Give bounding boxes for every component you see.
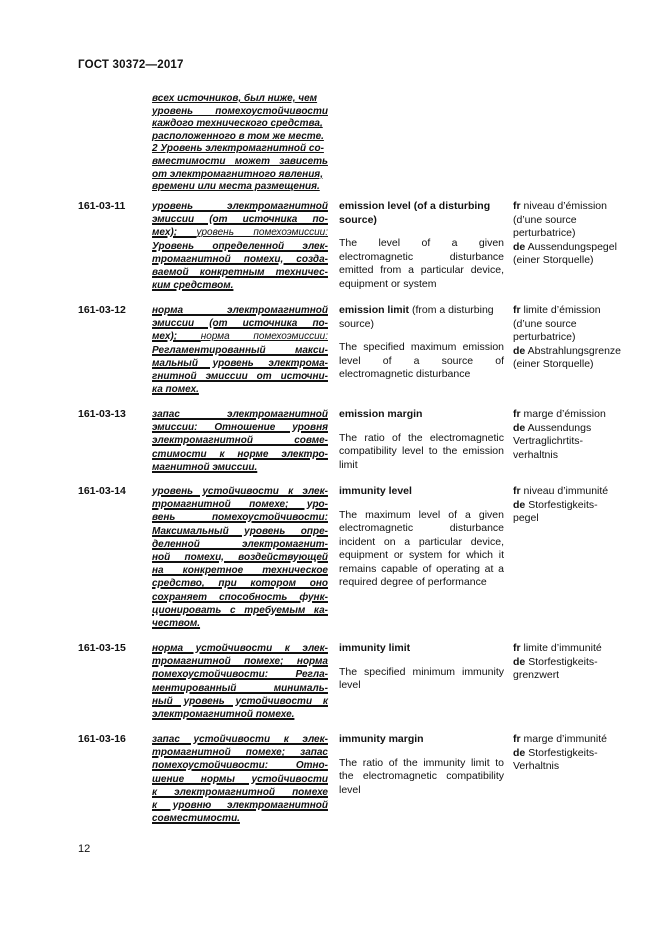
ru-line: [152, 421, 328, 434]
ru-line-text: тромагнитной помехе; запас: [152, 747, 328, 759]
ru-line-text: вень помехоустойчивости:: [152, 512, 328, 524]
language-code-de: de: [513, 655, 526, 668]
note-line: всех источников, был ниже, чем: [152, 93, 318, 104]
ru-line: [152, 370, 328, 383]
english-term-line: [339, 304, 504, 331]
english-term: emission margin: [339, 408, 423, 420]
ru-line-text: к электромагнитной помехе: [152, 786, 328, 798]
language-code-fr: fr: [513, 200, 521, 212]
ru-line: [152, 655, 328, 668]
french-term: niveau d’émission (d’une source perturbatrice): [513, 200, 607, 239]
ru-line: [152, 668, 328, 681]
ru-line-text: норма устойчивости к элек-: [152, 643, 328, 654]
ru-line: [152, 253, 328, 266]
preceding-note: [152, 93, 328, 194]
ru-line: [152, 746, 328, 759]
english-definition: The specified minimum immunity level: [339, 665, 504, 691]
note-line: каждого технического средства,: [152, 118, 323, 130]
ru-line-text: стимости к норме электро-: [152, 448, 328, 460]
english-definition: The specified maximum emission level of a source of electromagnetic disturbance: [339, 341, 504, 380]
ru-line: [152, 317, 328, 330]
language-code-de: de: [513, 746, 526, 759]
french-equivalent: [513, 642, 623, 656]
english-term-line: [339, 642, 504, 656]
english-term-qualifier: (from a disturbing source): [339, 304, 494, 330]
ru-line: [152, 538, 328, 551]
german-equivalent: [513, 656, 623, 683]
french-german-equivalents: [513, 485, 623, 526]
english-term-definition: [339, 642, 504, 693]
ru-line: [152, 434, 328, 447]
note-line: расположенного в том же месте.: [152, 130, 324, 142]
french-term: niveau d’immunité: [523, 485, 609, 497]
ru-line-text: деленной электромагнит-: [152, 538, 328, 550]
ru-line-text: шение нормы устойчивости: [152, 773, 328, 785]
ru-line-text: на конкретное техническое: [152, 565, 328, 577]
term-number: 161-03-14: [78, 485, 126, 497]
english-definition: The ratio of the electromagnetic compatibility level to the emission limit: [339, 431, 504, 471]
ru-line: [152, 733, 328, 746]
french-equivalent: [513, 304, 623, 345]
french-term: limite d’immunité: [523, 642, 602, 654]
russian-term-definition: [152, 733, 328, 825]
ru-line: [152, 330, 328, 343]
french-german-equivalents: [513, 304, 623, 372]
ru-line: [152, 498, 328, 511]
language-code-fr: fr: [513, 304, 521, 316]
english-term-definition: [339, 200, 504, 291]
english-term-definition: [339, 408, 504, 472]
english-definition: The level of a given electromagnetic disturbance emitted from a particular device, equipment or system: [339, 237, 504, 290]
ru-line-text: эмиссии: Отношение уровня: [152, 422, 328, 434]
french-german-equivalents: [513, 408, 623, 462]
ru-line-text: тромагнитной помехи, созда-: [152, 253, 328, 265]
ru-line: [152, 642, 328, 655]
ru-line: [152, 383, 328, 396]
russian-term-definition: [152, 408, 328, 474]
page-header: ГОСТ 30372—2017: [78, 59, 184, 71]
ru-line-text: ваемой конкретным техничес-: [152, 267, 328, 279]
french-term: limite d’émission (d’une source perturbatrice): [513, 304, 601, 343]
english-term-line: [339, 485, 504, 499]
french-equivalent: [513, 733, 623, 747]
german-equivalent: [513, 422, 623, 463]
term-number: 161-03-12: [78, 304, 126, 316]
language-code-fr: fr: [513, 733, 521, 745]
ru-line: [152, 344, 328, 357]
note-line: от электромагнитного явления,: [152, 168, 323, 180]
english-term-line: [339, 408, 504, 422]
french-german-equivalents: [513, 200, 623, 268]
ru-line-text: эмиссии (от источника по-: [152, 318, 328, 330]
ru-line: [152, 279, 328, 292]
french-term: marge d’émission: [523, 408, 606, 420]
russian-term-definition: [152, 485, 328, 630]
ru-line-text: запас электромагнитной: [152, 409, 328, 420]
ru-line: [152, 708, 328, 721]
german-term: Abstrahlungsgrenze (einer Storquelle): [513, 344, 622, 370]
language-code-de: de: [513, 240, 526, 253]
ru-line: [152, 604, 328, 617]
ru-line: [152, 485, 328, 498]
language-code-fr: fr: [513, 642, 521, 654]
ru-line-text: гнитной эмиссии от источни-: [152, 371, 328, 383]
german-term: Aussendungspegel (einer Storquelle): [513, 240, 617, 266]
ru-line: [152, 213, 328, 226]
english-definition: The ratio of the immunity limit to the electromagnetic compatibility level: [339, 756, 504, 796]
language-code-de: de: [513, 421, 526, 434]
ru-line: [152, 266, 328, 279]
ru-line-text: ким средством.: [152, 280, 234, 292]
german-term: Aussendungs Vertraglichrtits-verhaltnis: [513, 421, 592, 461]
term-number: 161-03-13: [78, 408, 126, 420]
note-line: уровень помехоустойчивости: [152, 105, 328, 117]
ru-line-text: ный уровень устойчивости к: [152, 695, 328, 707]
ru-line: [152, 408, 328, 421]
ru-line-text: Уровень определенной элек-: [152, 240, 328, 252]
ru-line: [152, 511, 328, 524]
german-equivalent: [513, 241, 623, 268]
note-line: времени или места размещения.: [152, 181, 320, 193]
english-definition: The maximum level of a given electromagnetic disturbance incident on a particular device, equipment or system for which it remains capable of operating at a required degree of performance: [339, 508, 504, 588]
ru-line-text: электромагнитной помехе.: [152, 709, 295, 721]
ru-synonym: норма помехоэмиссии:: [200, 331, 328, 343]
english-term: immunity level: [339, 485, 412, 497]
language-code-de: de: [513, 344, 526, 357]
ru-line: [152, 682, 328, 695]
ru-line: [152, 461, 328, 474]
ru-line-text: мальный уровень электрома-: [152, 357, 328, 369]
language-code-fr: fr: [513, 485, 521, 497]
ru-line: [152, 200, 328, 213]
ru-line-text: средство, при котором оно: [152, 578, 328, 590]
german-term: Storfestigkeits-Verhaltnis: [513, 746, 598, 772]
note-line: 2 Уровень электромагнитной со-: [152, 143, 324, 155]
german-term: Storfestigkeits-grenzwert: [513, 655, 598, 681]
ru-line-text: Регламентированный макси-: [152, 344, 328, 356]
ru-line: [152, 786, 328, 799]
ru-line-text: ной помехи, воздействующей: [152, 552, 328, 564]
ru-line: [152, 617, 328, 630]
english-term-definition: [339, 485, 504, 590]
french-equivalent: [513, 485, 623, 499]
ru-line-text: помехоустойчивости: Отно-: [152, 760, 328, 772]
ru-line-text: совместимости.: [152, 813, 240, 825]
ru-line: [152, 799, 328, 812]
ru-line: [152, 525, 328, 538]
ru-line-text: ка помех.: [152, 384, 199, 396]
english-term: emission level (of a disturbing source): [339, 200, 491, 226]
french-equivalent: [513, 200, 623, 241]
german-term: Storfestigkeits-pegel: [513, 498, 598, 524]
ru-line-text: чеством.: [152, 618, 201, 630]
ru-line-text: магнитной эмиссии.: [152, 461, 258, 473]
term-number: 161-03-15: [78, 642, 126, 654]
ru-line: [152, 357, 328, 370]
ru-line-text: мех);: [152, 227, 197, 239]
ru-synonym: уровень помехоэмиссии:: [196, 227, 329, 239]
ru-line-text: мех);: [152, 331, 201, 343]
ru-line: [152, 304, 328, 317]
english-term: emission limit: [339, 304, 410, 316]
ru-line: [152, 695, 328, 708]
french-equivalent: [513, 408, 623, 422]
ru-line-text: ментированный минималь-: [152, 682, 328, 694]
ru-line: [152, 448, 328, 461]
french-german-equivalents: [513, 642, 623, 683]
russian-term-definition: [152, 200, 328, 292]
ru-line-text: Максимальный уровень опре-: [152, 525, 328, 537]
ru-line-text: ционировать с требуемым ка-: [152, 604, 328, 616]
english-term-definition: [339, 304, 504, 382]
ru-line: [152, 551, 328, 564]
english-term: immunity margin: [339, 733, 424, 745]
english-term-line: [339, 200, 504, 227]
ru-line: [152, 812, 328, 825]
french-term: marge d’immunité: [523, 733, 607, 745]
ru-line-text: к уровню электромагнитной: [152, 800, 328, 812]
ru-line: [152, 226, 328, 239]
german-equivalent: [513, 747, 623, 774]
russian-term-definition: [152, 642, 328, 721]
ru-line-text: эмиссии (от источника по-: [152, 214, 328, 226]
ru-line: [152, 240, 328, 253]
note-line: вместимости может зависеть: [152, 155, 328, 167]
russian-term-definition: [152, 304, 328, 396]
ru-line-text: сохраняет способность функ-: [152, 591, 328, 603]
ru-line-text: норма электромагнитной: [152, 305, 328, 316]
english-term-line: [339, 733, 504, 747]
ru-line-text: тромагнитной помехе; норма: [152, 656, 328, 668]
ru-line-text: запас устойчивости к элек-: [152, 734, 328, 745]
language-code-de: de: [513, 498, 526, 511]
german-equivalent: [513, 499, 623, 526]
ru-line-text: электромагнитной совме-: [152, 435, 328, 447]
english-term: immunity limit: [339, 642, 411, 654]
french-german-equivalents: [513, 733, 623, 774]
term-number: 161-03-16: [78, 733, 126, 745]
ru-line-text: уровень устойчивости к элек-: [152, 486, 328, 497]
german-equivalent: [513, 345, 623, 372]
language-code-fr: fr: [513, 408, 521, 420]
ru-line: [152, 591, 328, 604]
ru-line-text: помехоустойчивости: Регла-: [152, 669, 328, 681]
page-number: 12: [78, 843, 91, 855]
ru-line: [152, 564, 328, 577]
term-number: 161-03-11: [78, 200, 126, 212]
english-term-definition: [339, 733, 504, 797]
ru-line: [152, 577, 328, 590]
ru-line: [152, 759, 328, 772]
ru-line-text: тромагнитной помехе; уро-: [152, 499, 328, 511]
ru-line: [152, 773, 328, 786]
ru-line-text: уровень электромагнитной: [152, 201, 328, 212]
